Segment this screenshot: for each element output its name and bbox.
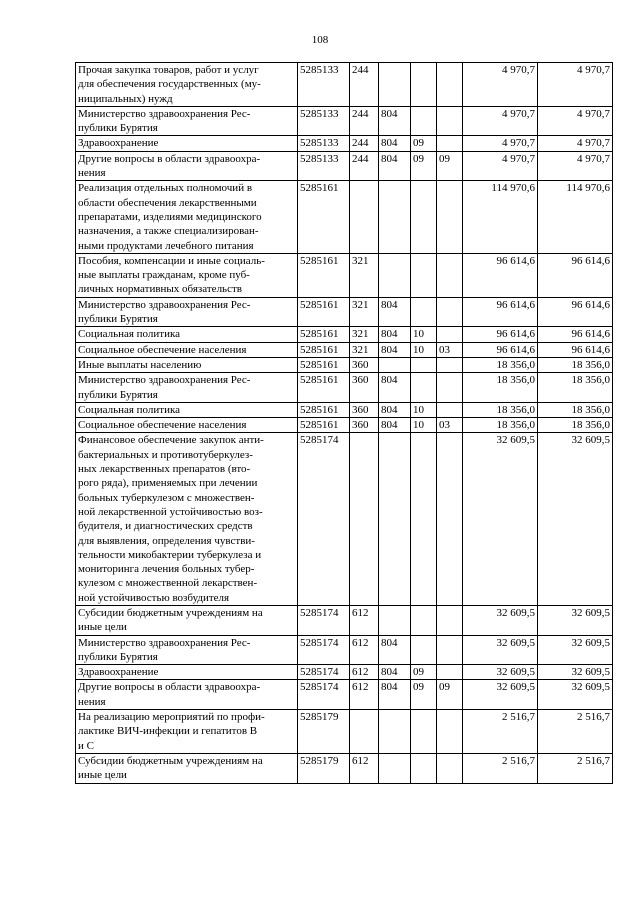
budget-table (75, 62, 613, 784)
item-name-line: области обеспечения лекарственными (78, 196, 257, 209)
amount-cell: 96 614,6 (538, 327, 613, 342)
item-name-cell (76, 635, 298, 665)
ministry-code-cell (379, 253, 411, 297)
item-name-line: Субсидии бюджетным учреждениям на (78, 606, 263, 619)
item-name-line: Прочая закупка товаров, работ и услуг (78, 64, 259, 76)
item-name-line: Социальное обеспечение населения (78, 419, 247, 432)
item-name-cell (76, 373, 298, 403)
table-row (76, 342, 613, 357)
item-name-line: мониторинга лечения больных тубер- (78, 563, 255, 576)
section-cell: 09 (411, 665, 437, 680)
amount-cell: 4 970,7 (538, 63, 613, 107)
item-name-line: Другие вопросы в области здравоохра- (78, 152, 261, 165)
item-name-cell (76, 357, 298, 372)
amount-cell: 96 614,6 (538, 253, 613, 297)
amount-cell: 32 609,5 (538, 635, 613, 665)
amount-cell: 18 356,0 (463, 357, 538, 372)
table-row (76, 605, 613, 635)
item-name-line: Министерство здравоохранения Рес- (78, 374, 251, 387)
expense-type-cell: 321 (350, 342, 379, 357)
expense-type-cell: 612 (350, 605, 379, 635)
table-body (76, 63, 613, 784)
table-row (76, 635, 613, 665)
subsection-cell (437, 327, 463, 342)
amount-cell: 96 614,6 (463, 327, 538, 342)
item-name-line: ной лекарственной устойчивостью воз- (78, 505, 263, 518)
table-row (76, 136, 613, 151)
amount-cell: 18 356,0 (538, 357, 613, 372)
section-cell (411, 753, 437, 783)
item-name-line: Министерство здравоохранения Рес- (78, 298, 251, 311)
table-row (76, 253, 613, 297)
ministry-code-cell: 804 (379, 106, 411, 136)
item-name-line: и С (78, 739, 94, 752)
expense-type-cell: 360 (350, 357, 379, 372)
amount-cell: 4 970,7 (538, 106, 613, 136)
ministry-code-cell: 804 (379, 680, 411, 710)
amount-cell: 18 356,0 (538, 402, 613, 417)
expense-type-cell: 244 (350, 63, 379, 107)
item-name-line: публики Бурятия (78, 122, 158, 135)
expense-type-cell (350, 181, 379, 253)
amount-cell: 114 970,6 (463, 181, 538, 253)
ministry-code-cell: 804 (379, 342, 411, 357)
ministry-code-cell (379, 710, 411, 754)
subsection-cell (437, 253, 463, 297)
subsection-cell (437, 753, 463, 783)
table-row (76, 357, 613, 372)
amount-cell: 32 609,5 (463, 665, 538, 680)
item-name-line: бактериальных и противотуберкулез- (78, 448, 253, 461)
table-row (76, 63, 613, 107)
item-name-line: лактике ВИЧ-инфекции и гепатитов В (78, 725, 258, 738)
target-code-cell: 5285161 (298, 253, 350, 297)
expense-type-cell: 321 (350, 327, 379, 342)
target-code-cell: 5285174 (298, 635, 350, 665)
item-name-line: ниципальных) нужд (78, 92, 173, 105)
section-cell (411, 710, 437, 754)
subsection-cell (437, 433, 463, 606)
ministry-code-cell (379, 357, 411, 372)
section-cell (411, 63, 437, 107)
target-code-cell: 5285174 (298, 605, 350, 635)
section-cell (411, 181, 437, 253)
item-name-cell (76, 327, 298, 342)
item-name-line: Иные выплаты населению (78, 358, 202, 371)
section-cell: 09 (411, 680, 437, 710)
item-name-cell (76, 753, 298, 783)
item-name-line: ные выплаты гражданам, кроме пуб- (78, 269, 250, 282)
section-cell: 10 (411, 418, 437, 433)
item-name-line: Другие вопросы в области здравоохра- (78, 681, 261, 694)
table-row (76, 151, 613, 181)
subsection-cell (437, 605, 463, 635)
item-name-line: ной устойчивостью возбудителя (78, 591, 230, 604)
item-name-line: нения (78, 167, 106, 180)
item-name-line: ных лекарственных препаратов (вто- (78, 463, 251, 476)
item-name-line: Реализация отдельных полномочий в (78, 182, 253, 195)
item-name-line: Социальная политика (78, 403, 181, 416)
subsection-cell (437, 710, 463, 754)
ministry-code-cell: 804 (379, 373, 411, 403)
item-name-line: ными продуктами лечебного питания (78, 239, 254, 252)
amount-cell: 2 516,7 (538, 753, 613, 783)
subsection-cell (437, 181, 463, 253)
section-cell: 10 (411, 327, 437, 342)
target-code-cell: 5285161 (298, 342, 350, 357)
subsection-cell (437, 373, 463, 403)
item-name-cell (76, 402, 298, 417)
amount-cell: 96 614,6 (538, 342, 613, 357)
section-cell: 09 (411, 151, 437, 181)
item-name-line: тельности микобактерии туберкулеза и (78, 548, 262, 561)
section-cell (411, 357, 437, 372)
item-name-line: публики Бурятия (78, 650, 158, 663)
amount-cell: 18 356,0 (538, 418, 613, 433)
expense-type-cell: 360 (350, 402, 379, 417)
target-code-cell: 5285174 (298, 665, 350, 680)
section-cell: 09 (411, 136, 437, 151)
item-name-line: препаратами, изделиями медицинского (78, 210, 262, 223)
item-name-line: публики Бурятия (78, 388, 158, 401)
section-cell (411, 635, 437, 665)
item-name-line: иные цели (78, 769, 127, 782)
item-name-cell (76, 106, 298, 136)
ministry-code-cell (379, 753, 411, 783)
table-row (76, 106, 613, 136)
subsection-cell: 03 (437, 418, 463, 433)
item-name-line: личных нормативных обязательств (78, 283, 242, 296)
subsection-cell (437, 357, 463, 372)
expense-type-cell: 612 (350, 680, 379, 710)
item-name-line: Социальная политика (78, 328, 181, 341)
table-row (76, 181, 613, 253)
ministry-code-cell (379, 605, 411, 635)
expense-type-cell: 244 (350, 136, 379, 151)
item-name-cell (76, 136, 298, 151)
amount-cell: 32 609,5 (538, 433, 613, 606)
subsection-cell (437, 402, 463, 417)
target-code-cell: 5285133 (298, 136, 350, 151)
subsection-cell: 09 (437, 151, 463, 181)
item-name-cell (76, 181, 298, 253)
amount-cell: 4 970,7 (463, 136, 538, 151)
section-cell (411, 433, 437, 606)
target-code-cell: 5285161 (298, 373, 350, 403)
expense-type-cell: 321 (350, 297, 379, 327)
item-name-line: для обеспечения государственных (му- (78, 78, 261, 91)
expense-type-cell (350, 433, 379, 606)
expense-type-cell: 244 (350, 106, 379, 136)
amount-cell: 96 614,6 (463, 342, 538, 357)
item-name-cell (76, 151, 298, 181)
subsection-cell: 03 (437, 342, 463, 357)
amount-cell: 4 970,7 (463, 106, 538, 136)
target-code-cell: 5285133 (298, 63, 350, 107)
item-name-cell (76, 63, 298, 107)
table-row (76, 327, 613, 342)
amount-cell: 32 609,5 (463, 635, 538, 665)
item-name-cell (76, 665, 298, 680)
item-name-line: кулезом с множественной лекарствен- (78, 577, 258, 590)
ministry-code-cell: 804 (379, 151, 411, 181)
table-row (76, 710, 613, 754)
amount-cell: 2 516,7 (538, 710, 613, 754)
amount-cell: 18 356,0 (463, 418, 538, 433)
item-name-line: больных туберкулезом с множествен- (78, 491, 255, 504)
section-cell (411, 106, 437, 136)
expense-type-cell: 612 (350, 635, 379, 665)
item-name-line: Министерство здравоохранения Рес- (78, 107, 251, 120)
amount-cell: 32 609,5 (463, 605, 538, 635)
item-name-cell (76, 418, 298, 433)
target-code-cell: 5285133 (298, 151, 350, 181)
amount-cell: 96 614,6 (463, 297, 538, 327)
item-name-line: для выявления, определения чувстви- (78, 534, 255, 547)
section-cell (411, 253, 437, 297)
target-code-cell: 5285174 (298, 433, 350, 606)
amount-cell: 32 609,5 (538, 680, 613, 710)
amount-cell: 18 356,0 (463, 402, 538, 417)
ministry-code-cell (379, 181, 411, 253)
table-row (76, 753, 613, 783)
subsection-cell (437, 63, 463, 107)
table-row (76, 402, 613, 417)
amount-cell: 2 516,7 (463, 753, 538, 783)
subsection-cell: 09 (437, 680, 463, 710)
item-name-cell (76, 680, 298, 710)
target-code-cell: 5285161 (298, 297, 350, 327)
amount-cell: 2 516,7 (463, 710, 538, 754)
subsection-cell (437, 136, 463, 151)
target-code-cell: 5285161 (298, 418, 350, 433)
amount-cell: 32 609,5 (538, 605, 613, 635)
item-name-line: Здравоохранение (78, 137, 159, 150)
section-cell (411, 373, 437, 403)
section-cell: 10 (411, 342, 437, 357)
section-cell (411, 605, 437, 635)
item-name-line: Министерство здравоохранения Рес- (78, 636, 251, 649)
table-row (76, 680, 613, 710)
section-cell: 10 (411, 402, 437, 417)
ministry-code-cell: 804 (379, 327, 411, 342)
expense-type-cell: 244 (350, 151, 379, 181)
expense-type-cell: 321 (350, 253, 379, 297)
item-name-line: Субсидии бюджетным учреждениям на (78, 754, 263, 767)
item-name-cell (76, 710, 298, 754)
item-name-line: На реализацию мероприятий по профи- (78, 711, 265, 724)
section-cell (411, 297, 437, 327)
item-name-line: будителя, и диагностических средств (78, 520, 253, 533)
item-name-line: Здравоохранение (78, 666, 159, 679)
item-name-line: Финансовое обеспечение закупок анти- (78, 434, 264, 447)
item-name-line: назначения, а также специализирован- (78, 225, 259, 238)
item-name-cell (76, 605, 298, 635)
subsection-cell (437, 665, 463, 680)
table-row (76, 665, 613, 680)
item-name-line: иные цели (78, 621, 127, 634)
ministry-code-cell: 804 (379, 402, 411, 417)
amount-cell: 4 970,7 (538, 136, 613, 151)
subsection-cell (437, 106, 463, 136)
target-code-cell: 5285174 (298, 680, 350, 710)
target-code-cell: 5285161 (298, 402, 350, 417)
target-code-cell: 5285179 (298, 710, 350, 754)
item-name-cell (76, 433, 298, 606)
amount-cell: 32 609,5 (463, 680, 538, 710)
amount-cell: 32 609,5 (463, 433, 538, 606)
item-name-cell (76, 342, 298, 357)
target-code-cell: 5285133 (298, 106, 350, 136)
expense-type-cell: 612 (350, 665, 379, 680)
amount-cell: 18 356,0 (538, 373, 613, 403)
ministry-code-cell (379, 433, 411, 606)
ministry-code-cell (379, 63, 411, 107)
ministry-code-cell: 804 (379, 136, 411, 151)
item-name-line: нения (78, 695, 106, 708)
subsection-cell (437, 297, 463, 327)
item-name-line: Пособия, компенсации и иные социаль- (78, 254, 265, 267)
amount-cell: 96 614,6 (463, 253, 538, 297)
expense-type-cell (350, 710, 379, 754)
table-row (76, 297, 613, 327)
expense-type-cell: 360 (350, 418, 379, 433)
amount-cell: 32 609,5 (538, 665, 613, 680)
ministry-code-cell: 804 (379, 297, 411, 327)
amount-cell: 18 356,0 (463, 373, 538, 403)
target-code-cell: 5285161 (298, 357, 350, 372)
target-code-cell: 5285179 (298, 753, 350, 783)
amount-cell: 4 970,7 (463, 151, 538, 181)
amount-cell: 4 970,7 (463, 63, 538, 107)
item-name-line: Социальное обеспечение населения (78, 343, 247, 356)
table-row (76, 433, 613, 606)
amount-cell: 4 970,7 (538, 151, 613, 181)
subsection-cell (437, 635, 463, 665)
item-name-line: публики Бурятия (78, 313, 158, 326)
page-number: 108 (311, 34, 329, 46)
expense-type-cell: 360 (350, 373, 379, 403)
expense-type-cell: 612 (350, 753, 379, 783)
target-code-cell: 5285161 (298, 181, 350, 253)
table-row (76, 418, 613, 433)
table-row (76, 373, 613, 403)
item-name-cell (76, 253, 298, 297)
item-name-cell (76, 297, 298, 327)
ministry-code-cell: 804 (379, 665, 411, 680)
ministry-code-cell: 804 (379, 418, 411, 433)
item-name-line: рого ряда), применяемых при лечении (78, 477, 258, 490)
ministry-code-cell: 804 (379, 635, 411, 665)
amount-cell: 114 970,6 (538, 181, 613, 253)
target-code-cell: 5285161 (298, 327, 350, 342)
amount-cell: 96 614,6 (538, 297, 613, 327)
